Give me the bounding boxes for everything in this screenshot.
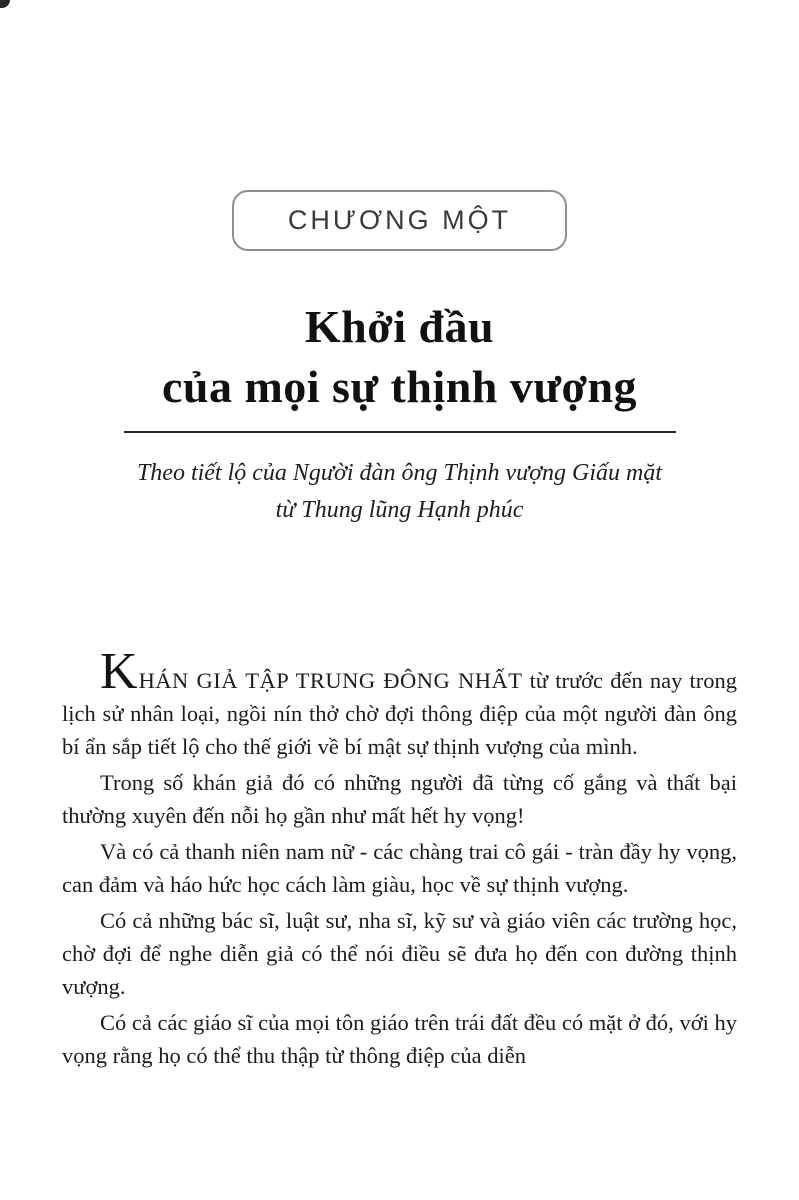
chapter-subtitle [60,455,740,529]
chapter-badge [232,190,567,251]
chapter-title-line-1: Khởi đầu [304,301,495,352]
paragraph: Có cả những bác sĩ, luật sư, nha sĩ, kỹ sư và giáo viên các trường học, chờ đợi để nghe diễn giả có thể nói điều sẽ đưa họ đến con đường thịnh vượng. [62,908,737,999]
raised-initial-cap: K [100,643,139,700]
chapter-title-line-2: của mọi sự thịnh vượng [161,361,638,412]
chapter-badge-label: CHƯƠNG MỘT [287,205,512,235]
lead-paragraph-text: từ trước đến nay trong lịch sử nhân loại, ngồi nín thở chờ đợi thông điệp của một người đàn ông bí ẩn sắp tiết lộ cho thế giới về bí mật sự thịnh vượng của mình. [62,668,737,759]
paragraph: Trong số khán giả đó có những người đã từng cố gắng và thất bại thường xuyên đến nỗi họ gần như mất hết hy vọng! [62,770,737,828]
chapter-title [0,297,799,417]
scan-corner-artifact [0,0,10,8]
lead-paragraph [62,643,737,763]
chapter-subtitle-line-1: Theo tiết lộ của Người đàn ông Thịnh vượng Giấu mặt [136,460,663,486]
lead-paragraph-caps: HÁN GIẢ TẬP TRUNG ĐÔNG NHẤT [138,668,523,693]
title-divider [124,431,676,433]
paragraph: Và có cả thanh niên nam nữ - các chàng trai cô gái - tràn đầy hy vọng, can đảm và háo hức học cách làm giàu, học về sự thịnh vượng. [62,839,737,897]
chapter-subtitle-line-2: từ Thung lũng Hạnh phúc [275,497,524,523]
body-text [62,643,737,1072]
paragraph: Có cả các giáo sĩ của mọi tôn giáo trên trái đất đều có mặt ở đó, với hy vọng rằng họ có thể thu thập từ thông điệp của diễn [62,1010,737,1068]
